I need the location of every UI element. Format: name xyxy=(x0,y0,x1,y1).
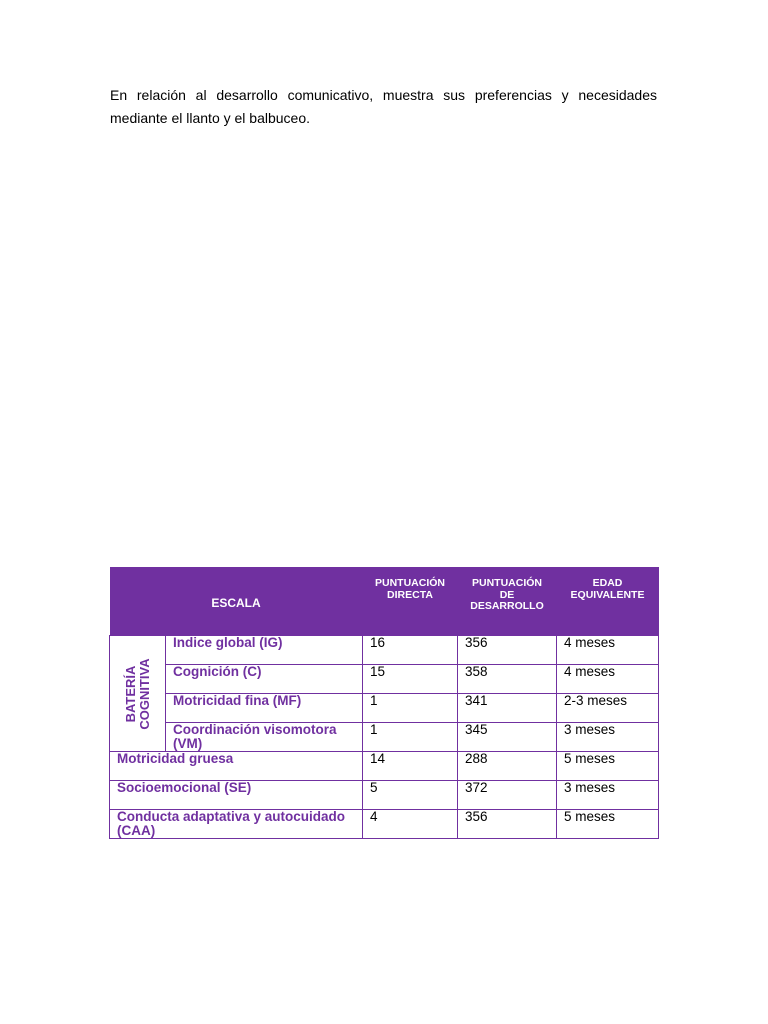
header-puntuacion-desarrollo xyxy=(458,567,557,636)
header-edad-line-2: EQUIVALENTE xyxy=(570,588,645,601)
cell-puntuacion-directa: 14 xyxy=(363,752,458,781)
cell-puntuacion-directa: 1 xyxy=(363,723,458,752)
group-label-line-2: COGNITIVA xyxy=(136,657,152,730)
group-label-line-1: BATERÍA xyxy=(122,665,138,722)
header-escala: ESCALA xyxy=(110,567,363,636)
body-paragraph: En relación al desarrollo comunicativo, muestra sus preferencias y necesidades mediante el llanto y el balbuceo. xyxy=(110,87,657,126)
table-header-row xyxy=(110,567,659,636)
table-row xyxy=(110,694,659,723)
row-label: Conducta adaptativa y autocuidado (CAA) xyxy=(110,810,363,839)
header-desarrollo-line-3: DESARROLLO xyxy=(470,600,544,612)
row-label: Motricidad fina (MF) xyxy=(166,694,363,723)
cell-edad-equivalente: 5 meses xyxy=(557,752,659,781)
cell-puntuacion-directa: 1 xyxy=(363,694,458,723)
header-edad-equivalente xyxy=(557,567,659,636)
row-label: Indice global (IG) xyxy=(166,636,363,665)
header-directa-line-2: DIRECTA xyxy=(387,588,433,601)
row-label: Coordinación visomotora (VM) xyxy=(166,723,363,752)
table-row xyxy=(110,665,659,694)
cell-puntuacion-directa: 15 xyxy=(363,665,458,694)
cell-edad-equivalente: 5 meses xyxy=(557,810,659,839)
header-directa-line-1: PUNTUACIÓN xyxy=(375,577,445,589)
header-desarrollo-line-1: PUNTUACIÓN xyxy=(472,577,542,589)
table-row xyxy=(110,752,659,781)
cell-puntuacion-desarrollo: 356 xyxy=(458,636,557,665)
cell-edad-equivalente: 3 meses xyxy=(557,781,659,810)
cell-puntuacion-desarrollo: 358 xyxy=(458,665,557,694)
header-edad-line-1: EDAD xyxy=(592,577,623,589)
cell-puntuacion-directa: 5 xyxy=(363,781,458,810)
cell-puntuacion-desarrollo: 288 xyxy=(458,752,557,781)
cell-puntuacion-desarrollo: 341 xyxy=(458,694,557,723)
table-row xyxy=(110,810,659,839)
cell-edad-equivalente: 3 meses xyxy=(557,723,659,752)
cell-edad-equivalente: 2-3 meses xyxy=(557,694,659,723)
row-label: Socioemocional (SE) xyxy=(110,781,363,810)
row-label: Cognición (C) xyxy=(166,665,363,694)
table-row xyxy=(110,636,659,665)
row-label: Motricidad gruesa xyxy=(110,752,363,781)
bateria-cognitiva-group-label xyxy=(110,636,166,752)
cell-puntuacion-directa: 4 xyxy=(363,810,458,839)
cell-edad-equivalente: 4 meses xyxy=(557,665,659,694)
cell-edad-equivalente: 4 meses xyxy=(557,636,659,665)
cell-puntuacion-desarrollo: 356 xyxy=(458,810,557,839)
cell-puntuacion-desarrollo: 345 xyxy=(458,723,557,752)
header-desarrollo-line-2: DE xyxy=(499,588,515,601)
cell-puntuacion-desarrollo: 372 xyxy=(458,781,557,810)
scores-table xyxy=(109,567,659,839)
table-row xyxy=(110,781,659,810)
cell-puntuacion-directa: 16 xyxy=(363,636,458,665)
header-puntuacion-directa xyxy=(363,567,458,636)
table-row xyxy=(110,723,659,752)
